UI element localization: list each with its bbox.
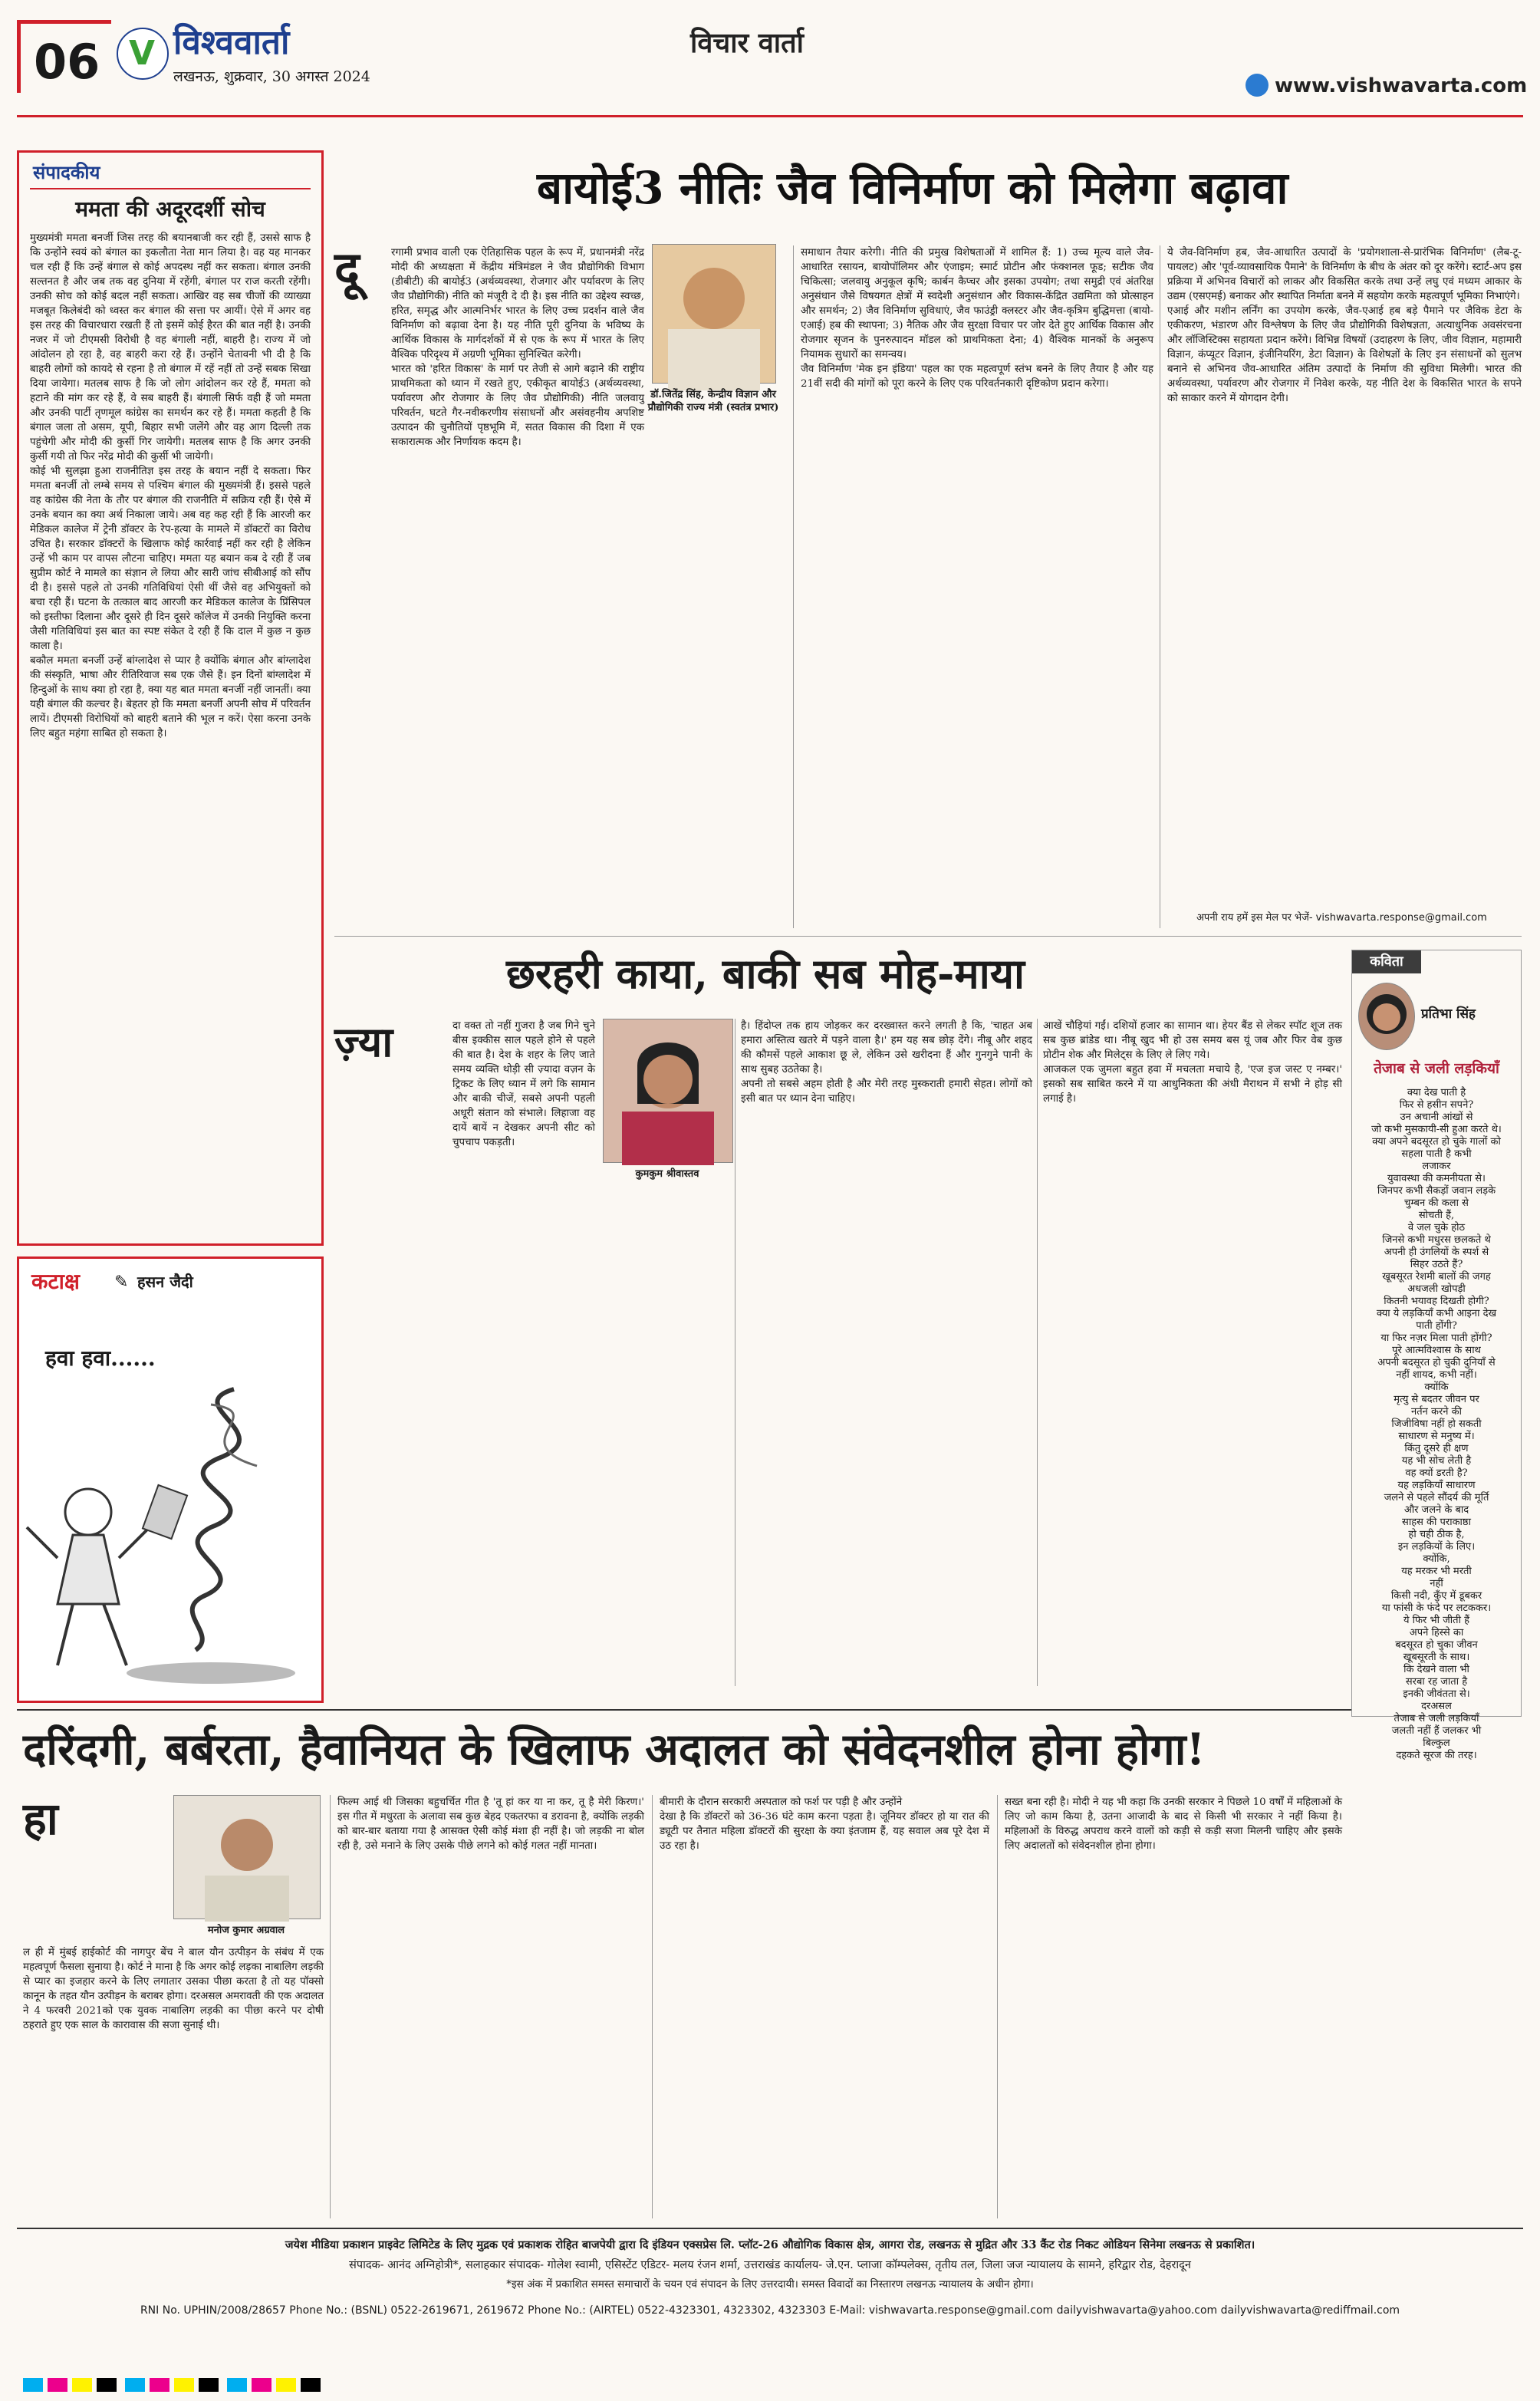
court-col4: सख्त बना रही है। मोदी ने यह भी कहा कि उनकी सरकार ने पिछले 10 वर्षों में महिलाओं के लिए जो काम किया है, उतना आजादी के बाद से किसी भी सरकार ने नहीं किया है। महिलाओं के विरुद्ध अपराध करने वालों को कड़ी से कड़ी सजा मिलनी चाहिए और इसके लिए अदालतों को संवेदनशील होना होगा।	[1005, 1797, 1346, 1852]
chharahari-author-photo	[603, 1019, 733, 1163]
chharahari-author: कुमकुम श्रीवास्तव	[635, 1168, 699, 1180]
masthead-rule	[17, 115, 1523, 117]
poet-name: प्रतिभा सिंह	[1421, 1006, 1476, 1022]
court-col1: ल ही में मुंबई हाईकोर्ट की नागपुर बेंच ने बाल यौन उत्पीड़न के संबंध में एक महत्वपूर्ण फैसला सुनाया है। कोर्ट ने माना है कि अगर कोई लड़का नाबालिग लड़की से प्यार का इजहार करने के लिए लगातार उसका पीछा करता है तो यह पॉक्सो कानून के तहत यौन उत्पीड़न के बराबर होगा। दरअसल अमरावती की एक अदालत ने 4 फरवरी 2021को एक युवक नाबालिग लड़की का पीछा करने पर दोषी ठहराते हुए एक साल के कारावास की सजा सुनाई थी।	[23, 1947, 327, 2031]
footer-line2: संपादक- आनंद अग्निहोत्री*, सलाहकार संपादक- गोलेश स्वामी, एसिस्टेंट एडिटर- मलय रंजन शर्मा, उत्तराखंड कार्यालय- जे.एन. प्लाजा कॉम्पलेक्स, तृतीय तल, जिला जज न्यायालय के सामने, हरिद्वार रोड, देहरादून	[349, 2259, 1191, 2271]
bioe3-rule-1	[793, 245, 794, 928]
bioe3-author-photo	[652, 244, 776, 384]
page-number: 06	[34, 34, 100, 90]
court-col3: बीमारी के दौरान सरकारी अस्पताल को फर्श पर पड़ी है और उन्होंने देखा है कि डॉक्टरों को 36-36 घंटे काम करना पड़ता है। जूनियर डॉक्टर हो या रात की ड्यूटी पर तैनात महिला डॉक्टरों की सुरक्षा के क्या इंतजाम हैं, यह सवाल अब पूरे देश में उठ रहा है।	[660, 1797, 989, 1852]
logo-letter: V	[129, 34, 156, 73]
poem-lines: क्या देख पाती है फिर से हसीन सपने? उन अचानी आंखों से जो कभी मुसकायी-सी हुआ करते थे। क्या अपने बदसूरत हो चुके गालों को सहला पाती है कभी लजाकर युवावस्था की कमनीयता से। जिनपर कभी सैकड़ों जवान लड़के चुम्बन की कला से सोचती हैं, वे जल चुके होठ जिनसे कभी मधुरस छलकते थे अपनी ही उंगलियों के स्पर्श से सिहर उठते हैं? खूबसूरत रेशमी बालों की जगह अधजली खोपड़ी कितनी भयावह दिखती होगी? क्या ये लड़कियाँ कभी आइना देख पाती होंगी? या फिर नज़र मिला पाती होंगी? पूरे आत्मविश्वास के साथ अपनी बदसूरत हो चुकी दुनियाँ से नहीं शायद, कभी नहीं। क्योंकि मृत्यु से बदतर जीवन पर नर्तन करने की जिजीविषा नहीं हो सकती साधारण से मनुष्य में। किंतु दूसरे ही क्षण यह भी सोच लेती है वह क्यों डरती है? यह लड़कियाँ साधारण जलने से पहले सौंदर्य की मूर्ति और जलने के बाद साहस की पराकाष्ठा हो चही ठीक है, इन लड़कियों के लिए। क्योंकि, यह मरकर भी मरती नहीं किसी नदी, कुँए में डूबकर या फांसी के फंदे पर लटककर। ये फिर भी जीती हैं अपने हिस्से का बदसूरत हो चुका जीवन खूबसूरती के साथ। कि देखने वाला भी सरबा रह जाता है इनकी जीवंतता से। दरअसल तेजाब से जली लड़कियाँ जलती नहीं हैं जलकर भी बिल्कुल दहकते सूरज की तरह।	[1371, 1087, 1502, 1761]
footer-line4: RNI No. UPHIN/2008/28657 Phone No.: (BSNL) 0522-2619671, 2619672 Phone No.: (AIRTEL) 0522-4323301, 4323302, 4323303 E-Mail: vishwavarta.response@gmail.com dailyvishwavarta@yahoo.com dailyvishwavarta@rediffmail.com	[140, 2304, 1400, 2317]
court-author-photo	[173, 1795, 321, 1919]
chharahari-dropcap: ज़्या	[334, 1017, 393, 1066]
chharahari-rule-2	[1037, 1019, 1038, 1686]
court-col2: फिल्म आई थी जिसका बहुचर्चित गीत है 'तू हां कर या ना कर, तू है मेरी किरण।' इस गीत में मधुरता के अलावा सब कुछ बेहद एकतरफा व डरावना है, क्योंकि लड़की को बार-बार बताया गया है आसक्त ऐसी कोई मंशा ही नहीं है। जो लड़की ना बोल रही है, उसे मनाने के लिए उसके पीछे लगने को कोई गलत नहीं मानता।	[337, 1797, 648, 1852]
court-rule-1	[330, 1795, 331, 2218]
bioe3-col2: समाधान तैयार करेगी। नीति की प्रमुख विशेषताओं में शामिल हैं: 1) उच्च मूल्य वाले जैव-आधारित रसायन, बायोपॉलिमर और एंजाइम; स्मार्ट प्रोटीन और फंक्शनल फूड; सटीक जैव चिकित्सा; जलवायु अनुकूल कृषि; कार्बन कैप्चर और इसका उपयोग; तथा समुद्री एवं अंतरिक्ष अनुसंधान जैसे विषयगत क्षेत्रों में स्वदेशी अनुसंधान और विकास-केंद्रित उद्यमिता को प्रोत्साहन और समर्थन; 2) जैव विनिर्माण सुविधाएं, जैव फाउंड्री क्लस्टर और जैव-कृत्रिम बुद्धिमत्ता (बायो-एआई) हब की स्थापना; 3) नैतिक और जैव सुरक्षा विचार पर जोर देते हुए आर्थिक विकास और रोजगार सृजन के पुनरुत्पादन मॉडल को प्राथमिकता देना; 4) वैश्विक मानकों के अनुरूप नियामक सुधारों का समन्वय। जैव विनिर्माण 'मेक इन इंडिया' पहल का एक महत्वपूर्ण स्तंभ बनने के लिए तैयार है और यह 21वीं सदी की मांगों को पूरा करने के लिए एक परिवर्तनकारी दृष्टिकोण प्रदान करेगा।	[801, 247, 1153, 390]
bioe3-photo-caption: डॉ.जितेंद्र सिंह, केन्द्रीय विज्ञान और प्रौद्योगिकी राज्य मंत्री (स्वतंत्र प्रभार)	[647, 389, 779, 413]
bioe3-col1b	[652, 453, 782, 928]
bioe3-footnote: अपनी राय हमें इस मेल पर भेजें- vishwavarta.response@gmail.com	[1196, 912, 1487, 924]
court-top-rule	[17, 1709, 1351, 1711]
website[interactable]: www.vishwavarta.com	[1275, 74, 1528, 97]
cartoon-label: कटाक्ष	[31, 1269, 80, 1294]
court-headline: दरिंदगी, बर्बरता, हैवानियत के खिलाफ अदालत को संवेदनशील होना होगा!	[23, 1724, 1206, 1775]
registration-color-strip	[23, 2378, 1519, 2393]
pen-icon: ✎	[114, 1273, 129, 1292]
bioe3-col3: ये जैव-विनिर्माण हब, जैव-आधारित उत्पादों के 'प्रयोगशाला-से-प्रारंभिक विनिर्माण' (लैब-टू-पायलट) और 'पूर्व-व्यावसायिक पैमाने' के विनिर्माण के बीच के अंतर को दूर करेंगे। स्टार्ट-अप इस प्रक्रिया में अभिनव विचारों को लाकर और विकसित करके तथा उन्हें लघु एवं मध्यम आकार के उद्यम (एसएमई) बनाकर और स्थापित निर्माता बनने में सहयोग करके महत्वपूर्ण भूमिका निभाएंगे। एआई और मशीन लर्निंग का उपयोग करके, जैव-एआई हब बड़े पैमाने पर जैविक डेटा के एकीकरण, भंडारण और विश्लेषण के लिए जैव प्रौद्योगिकी विशेषज्ञता, अत्याधुनिक अवसंरचना और लॉजिस्टिक्स सहायता प्रदान करेंगे। विभिन्न विषयों (उदाहरण के लिए, जीव विज्ञान, महामारी विज्ञान, कंप्यूटर विज्ञान, इंजीनियरिंग, डेटा विज्ञान) के विशेषज्ञों के लिए इन संसाधनों को सुलभ बनाने से अभिनव जैव-आधारित अंतिम उत्पादों के निर्माण की सुविधा मिलेगी। भारत की अर्थव्यवस्था, पर्यावरण और रोजगार में निवेश करके, यह नीति देश के विकसित भारत के सपने को साकार करने में योगदान देगी।	[1167, 247, 1522, 404]
editorial-body: मुख्यमंत्री ममता बनर्जी जिस तरह की बयानबाजी कर रही हैं, उससे साफ है कि उन्होंने स्वयं को बंगाल का इकलौता नेता मान लिया है। वह यह मानकर चल रही हैं कि उन्हें बंगाल से कोई अपदस्थ नहीं कर सकता। बंगाल उनकी सल्तनत है और जब तक वह दुनिया में रहेंगी, बंगाल पर राज करती रहेंगी। उनकी सोच को कोई बदल नहीं सकता। आखिर वह सब चीजों की व्याख्या मजबूत किलेबंदी को ध्वस्त कर बंगाल की सत्ता पर आयीं। ऐसे में अगर वह इस तरह की विचारधारा रखती हैं तो इसमें कोई हैरत की बात नहीं है। उनकी नजर में जो टीएमसी विरोधी है वह बंगाली नहीं, बाहरी है। राज्य में जो आंदोलन हो रहा है, वह बाहरी करा रहे हैं। उन्होंने चेतावनी भी दी है कि बाहरी लोगों को कायदे से रहना है तो बंगाल में रहें नहीं तो उन्हें सबक सिखा दिया जायेगा। मतलब साफ है कि जो लोग आंदोलन कर रहे हैं, ममता को हटाने की मांग कर रहे हैं, वे सब बाहरी हैं। बंगाली सिर्फ वही हैं जो ममता और उनकी पार्टी तृणमूल कांग्रेस का समर्थन कर रहे हैं। ममता कहती है कि बंगाल जला तो असम, यूपी, बिहार सभी जलेंगे और वह आग दिल्ली तक पहुंचेगी और मोदी की कुर्सी गिर जायेगी। मतलब साफ है कि अगर उनकी कुर्सी गयी तो फिर नरेंद्र मोदी की कुर्सी भी जायेगी। कोई भी सुलझा हुआ राजनीतिज्ञ इस तरह के बयान नहीं दे सकता। फिर ममता बनर्जी तो लम्बे समय से पश्चिम बंगाल की मुख्यमंत्री हैं। इससे पहले वह कांग्रेस की नेता के तौर पर बंगाल की राजनीति में सक्रिय रही हैं। ऐसे में उनके बयान का क्या अर्थ निकाला जाये। अब वह कह रही हैं कि आरजी कर मेडिकल कालेज में ट्रेनी डॉक्टर के रेप-हत्या के मामले में डॉक्टरों का विरोध उचित है। सरकार डॉक्टरों के खिलाफ कोई कार्रवाई नहीं कर रही है लेकिन उन्हें भी काम पर वापस लौटना चाहिए। ममता यह बयान कब दे रही हैं जब सुप्रीम कोर्ट ने मामले का संज्ञान ले लिया और सारी जांच सीबीआई को सौंप दी है। इससे पहले तो उनकी गतिविधियां ऐसी थीं जैसे वह अभियुक्तों को बचा रही हैं। घटना के तत्काल बाद आरजी कर मेडिकल कालेज के प्रिंसिपल को इस्तीफा दिलाना और दूसरे ही दिन दूसरे कॉलेज में उनकी नियुक्ति करना जैसी गतिविधियां इस बात का स्पष्ट संकेत दे रही हैं कि दाल में कुछ न कुछ काला है। बकौल ममता बनर्जी उन्हें बांग्लादेश से प्यार है क्योंकि बंगाल और बांग्लादेश की संस्कृति, भाषा और रीतिरिवाज सब एक जैसे हैं। इन दिनों बांग्लादेश में हिन्दुओं के साथ क्या हो रहा है, क्या यह बात ममता बनर्जी नहीं जानतीं। क्या यही बंगाल की कल्चर है। बेहतर हो कि ममता बनर्जी अपनी सोच में परिवर्तन लायें। टीएमसी विरोधियों को बाहरी बताने की भूल न करें। ऐसा करना उनके लिए बहुत महंगा साबित हो सकता है।	[30, 232, 311, 739]
poet-photo	[1358, 983, 1415, 1050]
court-author: मनोज कुमार अग्रवाल	[207, 1925, 285, 1936]
cartoon-artist: हसन जैदी	[137, 1273, 193, 1291]
cartoon-illustration	[27, 1374, 314, 1696]
editorial-title: ममता की अदूरदर्शी सोच	[75, 196, 265, 222]
chharahari-col1b	[334, 1066, 595, 1557]
editorial-label-rule	[30, 188, 311, 189]
cartoon-speech: हवा हवा......	[45, 1345, 156, 1371]
section-title: विचार वार्ता	[690, 27, 804, 59]
editorial-label: संपादकीय	[33, 161, 100, 183]
masthead	[0, 0, 1540, 115]
cartoon-box	[17, 1256, 324, 1703]
chharahari-col2: है। हिंदोप्ल तक हाय जोड़कर कर दरख्वास्त करने लगती है कि, 'चाहत अब हमारा अस्तित्व खतरे में पड़ने वाला है।' हम यह सब छोड़ देंगे। नीबू और शहद की कौमसें पहले आकाश छू ले, लेकिन उसे खरीदना हैं और गुनगुने पानी के साथ सुबह उठतेका है। अपनी तो सबसे अहम होती है और मेरी तरह मुस्कराती हमारी सेहत। लोगों को इसी बात पर ध्यान देना चाहिए।	[741, 1020, 1032, 1105]
bioe3-col1: रगामी प्रभाव वाली एक ऐतिहासिक पहल के रूप में, प्रधानमंत्री नरेंद्र मोदी की अध्यक्षता में केंद्रीय मंत्रिमंडल ने जैव प्रौद्योगिकी विभाग (डीबीटी) की बायोई3 (अर्थव्यवस्था, रोजगार और पर्यावरण के लिए जैव प्रौद्योगिकी) नीति को मंजूरी दे दी है। इस नीति का उद्देश्य स्वच्छ, हरित, समृद्ध और आत्मनिर्भर भारत के लिए उच्च प्रदर्शन वाले जैव विनिर्माण को बढ़ावा देना है। यह नीति पूरी दुनिया के भविष्य के आर्थिक विकास के मार्गदर्शकों में से एक के रूप में भारत के लिए वैश्विक परिदृश्य में अग्रणी भूमिका सुनिश्चित करेगी। भारत को 'हरित विकास' के मार्ग पर तेजी से आगे बढ़ाने की राष्ट्रीय प्राथमिकता को ध्यान में रखते हुए, एकीकृत बायोई3 (अर्थव्यवस्था, पर्यावरण और रोजगार के लिए जैव प्रौद्योगिकी) नीति जलवायु परिवर्तन, घटते गैर-नवीकरणीय संसाधनों और असंवहनीय अपशिष्ट उत्पादन की चुनौतियों पृष्ठभूमि में, सतत विकास की दिशा में एक सकारात्मक और निर्णायक कदम है।	[391, 247, 644, 448]
footer-line3: *इस अंक में प्रकाशित समस्त समाचारों के चयन एवं संपादन के लिए उत्तरदायी। समस्त विवादों का निस्तारण लखनऊ न्यायालय के अधीन होगा।	[506, 2278, 1034, 2291]
bioe3-dropcap: दू	[334, 241, 360, 297]
bioe3-headline: बायोई3 नीतिः जैव विनिर्माण को मिलेगा बढ़ावा	[537, 162, 1288, 214]
web-globe-icon	[1245, 74, 1269, 97]
editorial	[17, 150, 324, 1246]
poem-box	[1351, 950, 1522, 1761]
court-dropcap: हा	[23, 1793, 58, 1845]
court-rule-2	[652, 1795, 653, 2218]
paper-logo-icon	[117, 28, 169, 80]
dateline: लखनऊ, शुक्रवार, 30 अगस्त 2024	[173, 68, 370, 85]
chharahari-headline: छरहरी काया, बाकी सब मोह-माया	[506, 949, 1025, 998]
bioe3-bottom-rule	[334, 936, 1522, 937]
chharahari-col3: आखें चौड़ियां गईं। दशियों हजार का सामान था। हेयर बैंड से लेकर स्पॉट शूज तक सब कुछ ब्रांडेड था। नीबू खुद भी हो उस समय बस यूं जब और फिर वेब कुछ प्रोटीन शेक और मिलेट्स के लिए ले लिए गये। आजकल एक जुमला बहुत हवा में मचलता मचाये है, 'एज इज जस्ट ए नम्बर।' इसको सब साबित करने में या आधुनिकता की अंधी मैराथन में सभी ने होड़ सी लगाई है।	[1043, 1020, 1342, 1105]
court-rule-3	[997, 1795, 998, 2218]
paper-name: विश्ववार्ता	[173, 23, 290, 62]
chharahari-col1: दा वक्त तो नहीं गुजरा है जब गिने चुने बीस इक्कीस साल पहले होने से पहले की बात है। देश के शहर के लिए जाते समय व्यक्ति थोड़ी सी ज़्यादा वज़न के ट्रिकट के लिए ध्यान में लगे कि सामान और बाकी चीजें, सबसे अपनी पहली अधूरी संतान को संभाले। लिहाजा वह दायें बायें न देखकर अपनी सीट को चुपचाप पकड़ती।	[452, 1020, 599, 1148]
poem-title: तेजाब से जली लड़कियाँ	[1374, 1060, 1499, 1077]
footer	[17, 2228, 1523, 2375]
poem-label: कविता	[1352, 950, 1421, 973]
footer-line1: जयेश मीडिया प्रकाशन प्राइवेट लिमिटेड के लिए मुद्रक एवं प्रकाशक रोहित बाजपेयी द्वारा दि इंडियन एक्सप्रेस लि. प्लॉट-26 औद्योगिक विकास क्षेत्र, आगरा रोड, लखनऊ से मुद्रित और 33 कैंट रोड निकट ओडियन सिनेमा लखनऊ से प्रकाशित।	[285, 2238, 1255, 2251]
